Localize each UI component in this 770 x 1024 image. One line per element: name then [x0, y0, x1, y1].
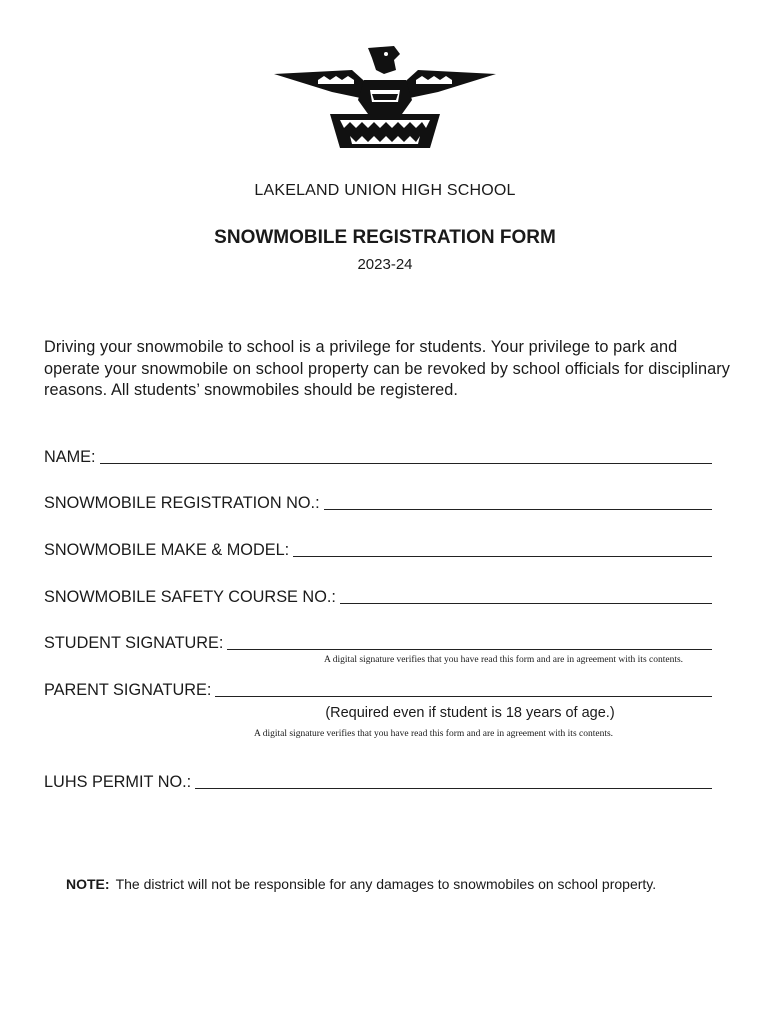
- permit-no-line[interactable]: [195, 787, 712, 789]
- safety-course-line[interactable]: [340, 602, 712, 604]
- student-digital-signature-note: A digital signature verifies that you have read this form and are in agreement with its contents.: [324, 655, 684, 665]
- form-title: SNOWMOBILE REGISTRATION FORM: [214, 227, 556, 248]
- registration-no-line[interactable]: [324, 508, 712, 510]
- registration-no-field[interactable]: [44, 494, 712, 513]
- school-year: 2023-24: [357, 256, 413, 273]
- make-model-line[interactable]: [293, 555, 712, 557]
- disclaimer-note: [66, 876, 656, 892]
- school-name: LAKELAND UNION HIGH SCHOOL: [254, 182, 516, 199]
- thunderbird-emblem-icon: [272, 44, 498, 152]
- safety-course-field[interactable]: [44, 588, 712, 607]
- name-line[interactable]: [100, 462, 712, 464]
- student-signature-line[interactable]: [227, 648, 712, 650]
- student-signature-field[interactable]: [44, 634, 712, 653]
- intro-paragraph: Driving your snowmobile to school is a privilege for students. Your privilege to park and operate your snowmobile on school property can be revoked by school officials for disciplinary reasons. All students’ snowmobiles should be registered.: [44, 338, 731, 399]
- make-model-label: SNOWMOBILE MAKE & MODEL:: [44, 541, 290, 559]
- parent-digital-signature-note: A digital signature verifies that you have read this form and are in agreement with its contents.: [254, 729, 614, 739]
- make-model-field[interactable]: [44, 541, 712, 560]
- parent-signature-label: PARENT SIGNATURE:: [44, 681, 212, 699]
- parent-signature-line[interactable]: [215, 695, 712, 697]
- parent-required-note: (Required even if student is 18 years of age.): [325, 705, 615, 721]
- note-label: NOTE:: [66, 876, 110, 892]
- permit-no-field[interactable]: [44, 773, 712, 792]
- registration-no-label: SNOWMOBILE REGISTRATION NO.:: [44, 494, 320, 512]
- name-field[interactable]: [44, 448, 712, 467]
- safety-course-label: SNOWMOBILE SAFETY COURSE NO.:: [44, 588, 336, 606]
- name-label: NAME:: [44, 448, 96, 466]
- student-signature-label: STUDENT SIGNATURE:: [44, 634, 224, 652]
- parent-signature-field[interactable]: [44, 681, 712, 700]
- note-text: The district will not be responsible for any damages to snowmobiles on school property.: [115, 876, 657, 892]
- permit-no-label: LUHS PERMIT NO.:: [44, 773, 192, 791]
